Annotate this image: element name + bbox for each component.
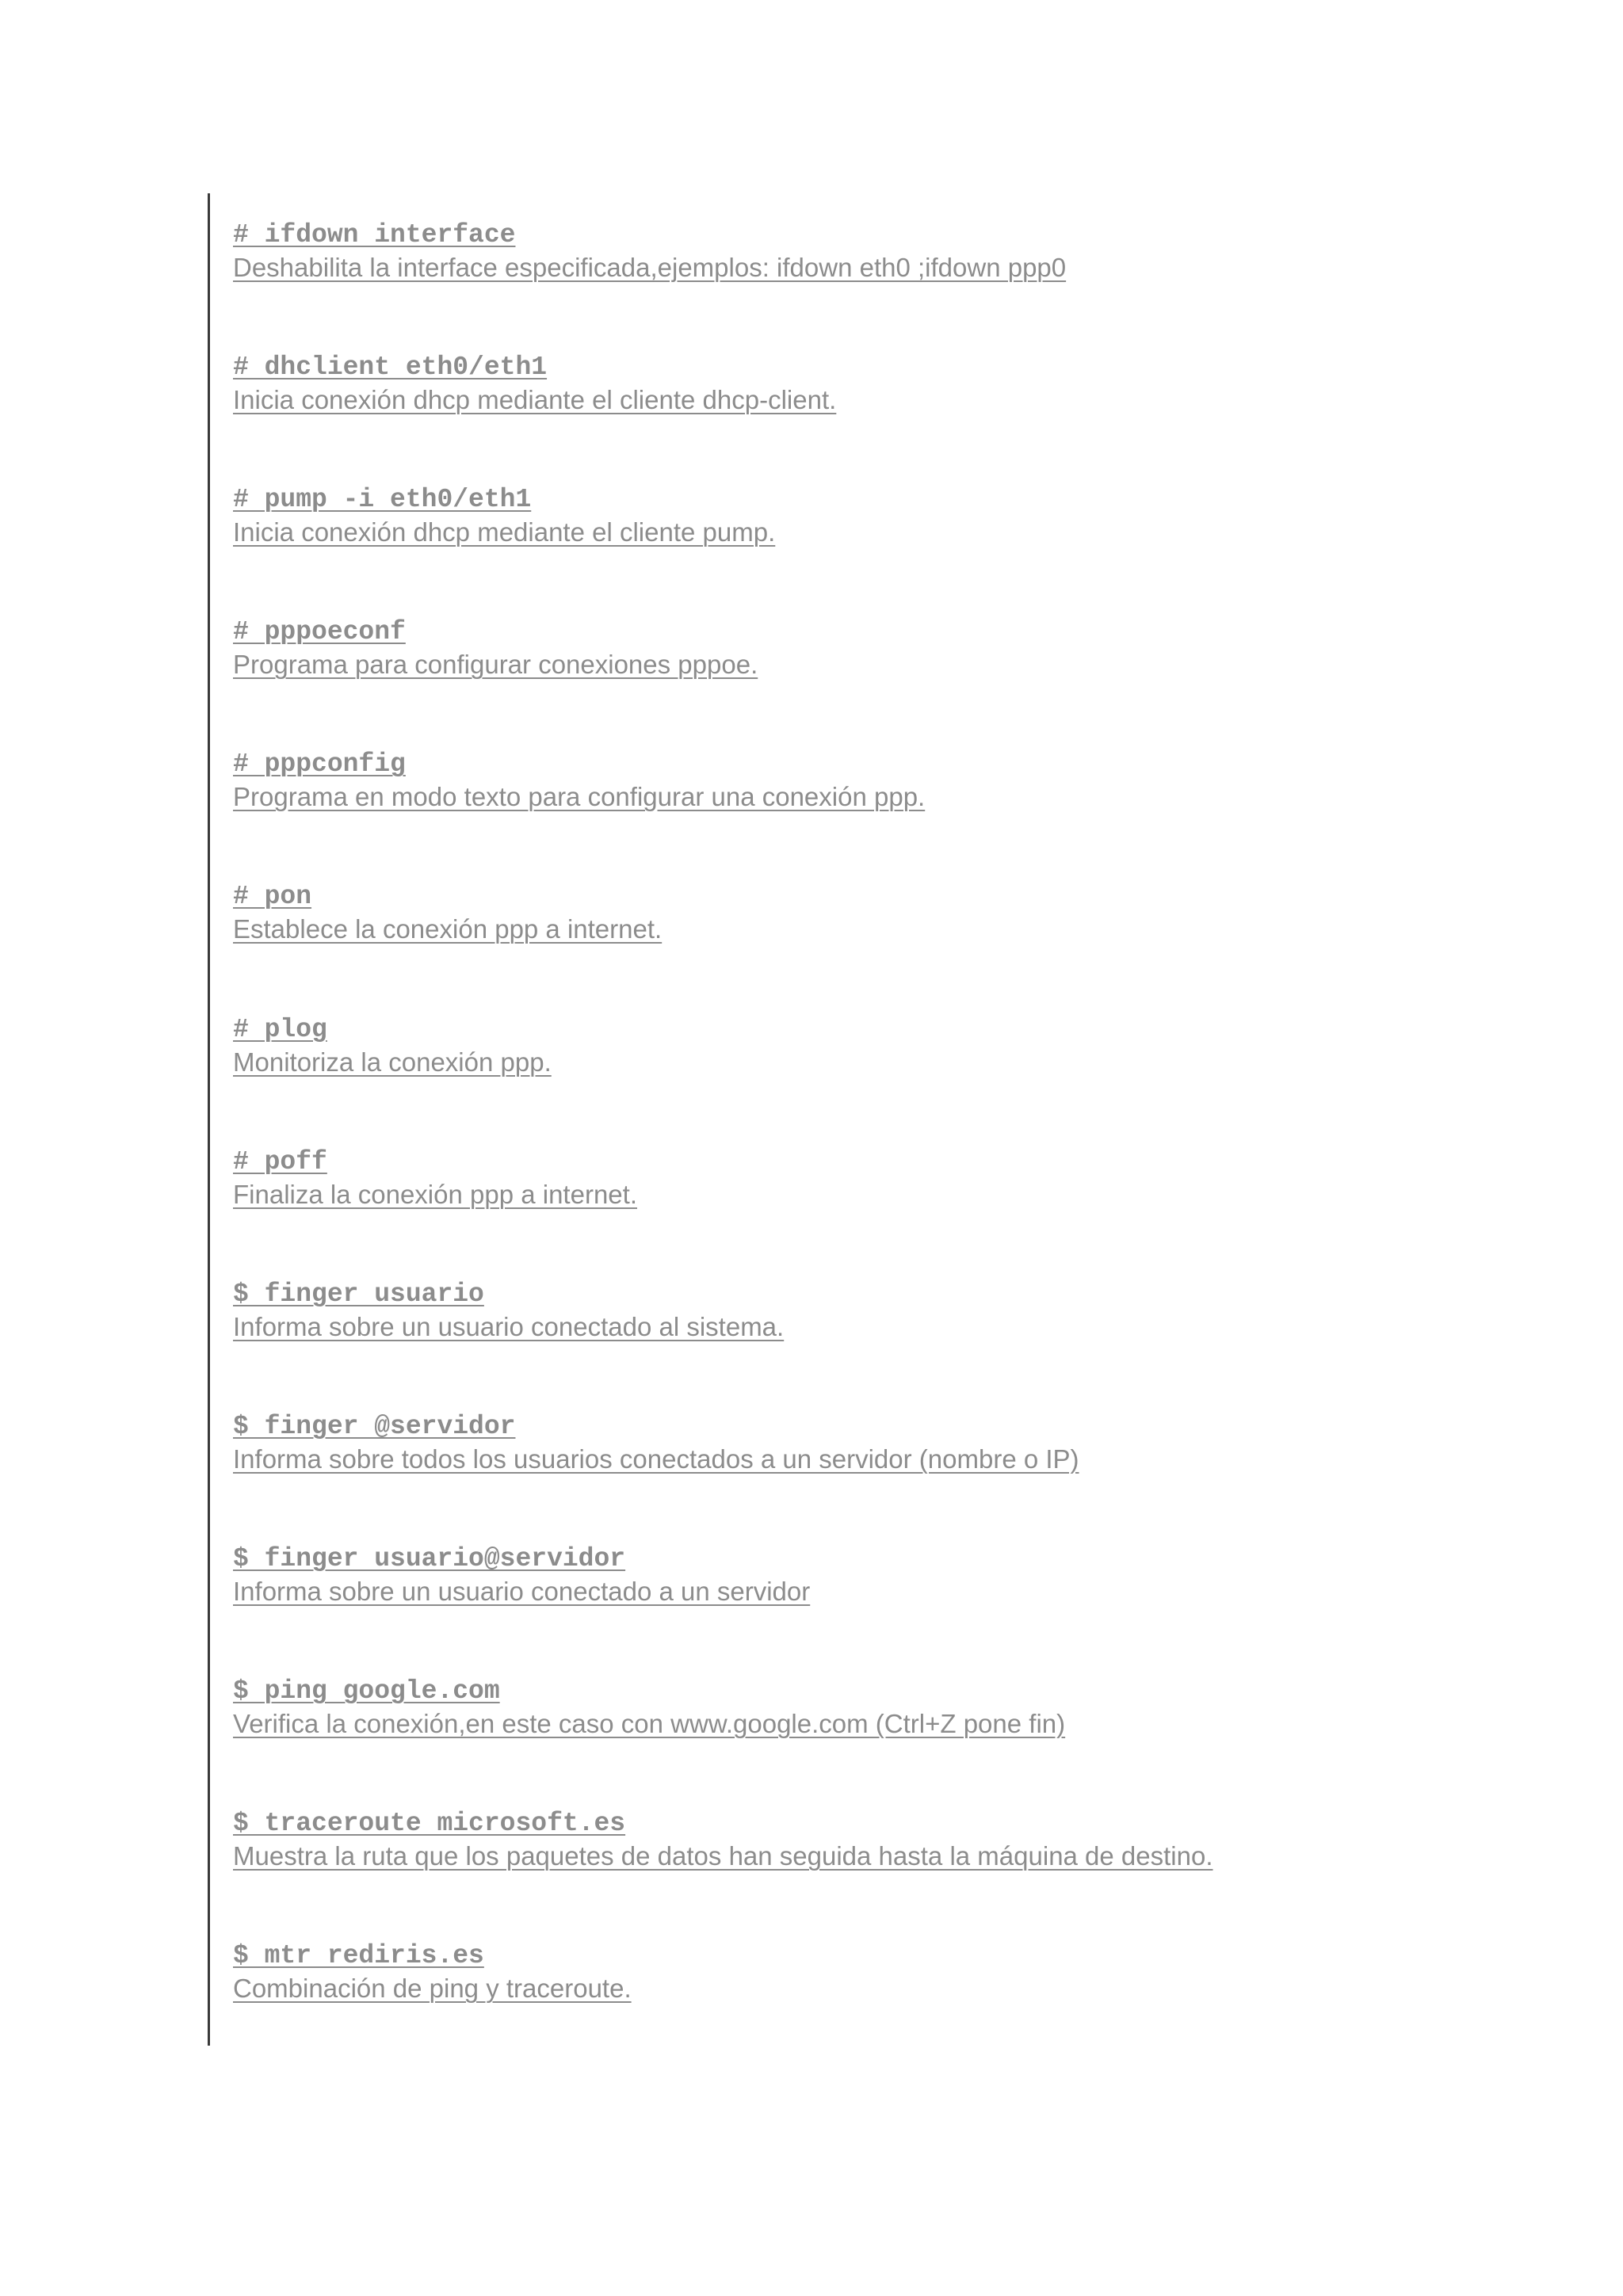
command-text: $ mtr rediris.es (233, 1941, 484, 1971)
command-entry (233, 881, 1580, 1013)
command-description: Verifica la conexión,en este caso con www.google.com (Ctrl+Z pone fin) (233, 1709, 1066, 1739)
command-list (233, 219, 1580, 2073)
command-text: # pump -i eth0/eth1 (233, 485, 532, 515)
command-text: # pon (233, 882, 312, 912)
command-entry (233, 1279, 1580, 1411)
command-entry (233, 1676, 1580, 1808)
command-description: Deshabilita la interface especificada,ejemplos: ifdown eth0 ;ifdown ppp0 (233, 253, 1067, 282)
command-text: # pppconfig (233, 749, 406, 780)
command-description: Informa sobre un usuario conectado a un servidor (233, 1576, 811, 1606)
command-entry (233, 1146, 1580, 1279)
command-text: # dhclient eth0/eth1 (233, 353, 548, 383)
command-description: Programa para configurar conexiones pppoe. (233, 650, 758, 680)
command-entry (233, 749, 1580, 881)
command-entry (233, 1808, 1580, 1940)
command-entry (233, 219, 1580, 352)
command-entry (233, 1543, 1580, 1676)
command-text: $ finger usuario (233, 1279, 484, 1309)
command-description: Inicia conexión dhcp mediante el cliente dhcp-client. (233, 385, 837, 415)
command-description: Informa sobre todos los usuarios conectados a un servidor (nombre o IP) (233, 1444, 1079, 1474)
command-entry (233, 1411, 1580, 1543)
command-entry (233, 1940, 1580, 2073)
command-description: Inicia conexión dhcp mediante el cliente pump. (233, 517, 776, 547)
command-description: Finaliza la conexión ppp a internet. (233, 1179, 637, 1209)
command-text: $ finger @servidor (233, 1411, 516, 1441)
command-description: Establece la conexión ppp a internet. (233, 914, 663, 944)
command-description: Programa en modo texto para configurar una conexión ppp. (233, 782, 926, 812)
command-text: $ traceroute microsoft.es (233, 1809, 626, 1839)
command-entry (233, 616, 1580, 749)
command-text: $ finger usuario@servidor (233, 1543, 626, 1573)
command-text: # plog (233, 1014, 327, 1044)
command-description: Informa sobre un usuario conectado al sistema. (233, 1311, 785, 1341)
command-text: # ifdown interface (233, 220, 516, 250)
command-entry (233, 1014, 1580, 1146)
command-description: Muestra la ruta que los paquetes de datos han seguida hasta la máquina de destino. (233, 1841, 1213, 1871)
command-text: # pppoeconf (233, 617, 406, 647)
command-description: Monitoriza la conexión ppp. (233, 1047, 552, 1077)
command-text: $ ping google.com (233, 1676, 500, 1707)
left-margin-rule (208, 193, 210, 2046)
command-entry (233, 484, 1580, 616)
command-text: # poff (233, 1146, 327, 1177)
command-description: Combinación de ping y traceroute. (233, 1974, 632, 2004)
command-entry (233, 352, 1580, 484)
